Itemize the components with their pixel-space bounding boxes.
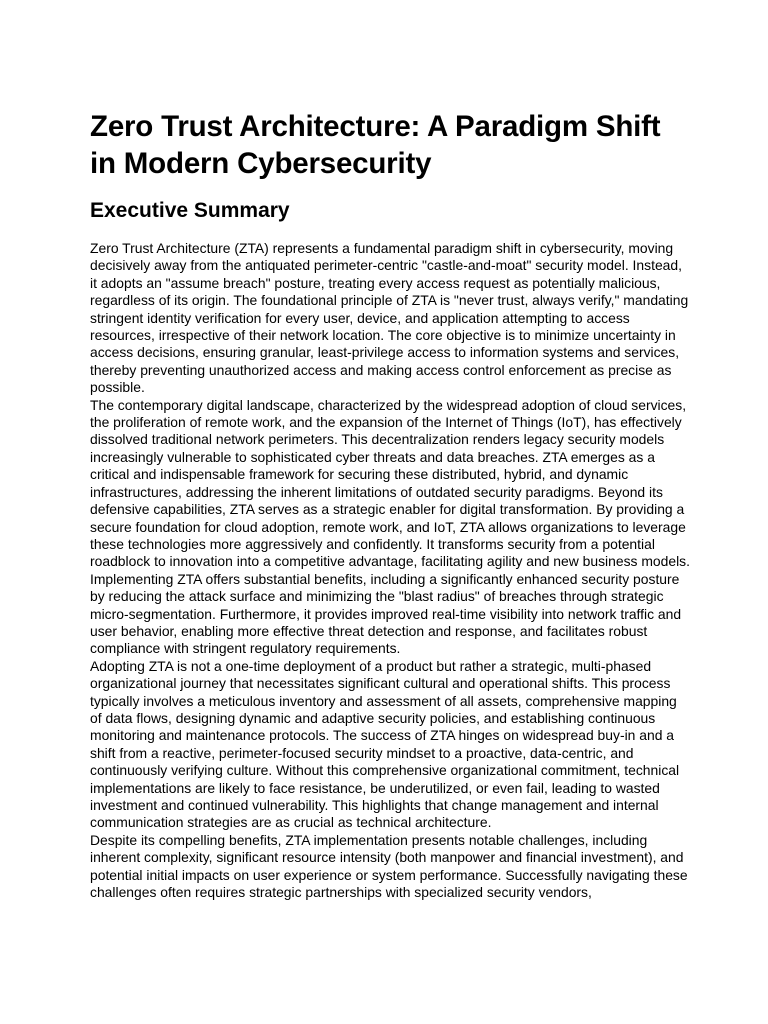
document-page [90, 108, 690, 901]
document-title: Zero Trust Architecture: A Paradigm Shift in Modern Cybersecurity [90, 110, 661, 180]
paragraph-4: Adopting ZTA is not a one-time deployment of a product but rather a strategic, multi-phased organizational journey that necessitates significant cultural and operational shifts. This process typically involves a meticulous inventory and assessment of all assets, comprehensive mapping of data flows, designing dynamic and adaptive security policies, and establishing continuous monitoring and maintenance protocols. The success of ZTA hinges on widespread buy-in and a shift from a reactive, perimeter-focused security mindset to a proactive, data-centric, and continuously verifying culture. Without this comprehensive organizational commitment, technical implementations are likely to face resistance, be underutilized, or even fail, leading to wasted investment and continued vulnerability. This highlights that change management and internal communication strategies are as crucial as technical architecture. [90, 657, 680, 831]
section-heading-executive-summary: Executive Summary [90, 199, 290, 222]
body-text [90, 240, 690, 901]
paragraph-5: Despite its compelling benefits, ZTA implementation presents notable challenges, including inherent complexity, significant resource intensity (both manpower and financial investment), and potential initial impacts on user experience or system performance. Successfully navigating these challenges often requires strategic partnerships with specialized security vendors, [90, 831, 688, 901]
paragraph-3: Implementing ZTA offers substantial benefits, including a significantly enhanced security posture by reducing the attack surface and minimizing the "blast radius" of breaches through strategic micro-segmentation. Furthermore, it provides improved real-time visibility into network traffic and user behavior, enabling more effective threat detection and response, and facilitates robust compliance with stringent regulatory requirements. [90, 570, 682, 657]
paragraph-2: The contemporary digital landscape, characterized by the widespread adoption of cloud services, the proliferation of remote work, and the expansion of the Internet of Things (IoT), has effectively dissolved traditional network perimeters. This decentralization renders legacy security models increasingly vulnerable to sophisticated cyber threats and data breaches. ZTA emerges as a critical and indispensable framework for securing these distributed, hybrid, and dynamic infrastructures, addressing the inherent limitations of outdated security paradigms. Beyond its defensive capabilities, ZTA serves as a strategic enabler for digital transformation. By providing a secure foundation for cloud adoption, remote work, and IoT, ZTA allows organizations to leverage these technologies more aggressively and confidently. It transforms security from a potential roadblock to innovation into a competitive advantage, facilitating agility and new business models. [90, 396, 690, 570]
paragraph-1: Zero Trust Architecture (ZTA) represents a fundamental paradigm shift in cybersecurity, moving decisively away from the antiquated perimeter-centric "castle-and-moat" security model. Instead, it adopts an "assume breach" posture, treating every access request as potentially malicious, regardless of its origin. The foundational principle of ZTA is "never trust, always verify," mandating stringent identity verification for every user, device, and application attempting to access resources, irrespective of their network location. The core objective is to minimize uncertainty in access decisions, ensuring granular, least-privilege access to information systems and services, thereby preventing unauthorized access and making access control enforcement as precise as possible. [90, 240, 689, 396]
